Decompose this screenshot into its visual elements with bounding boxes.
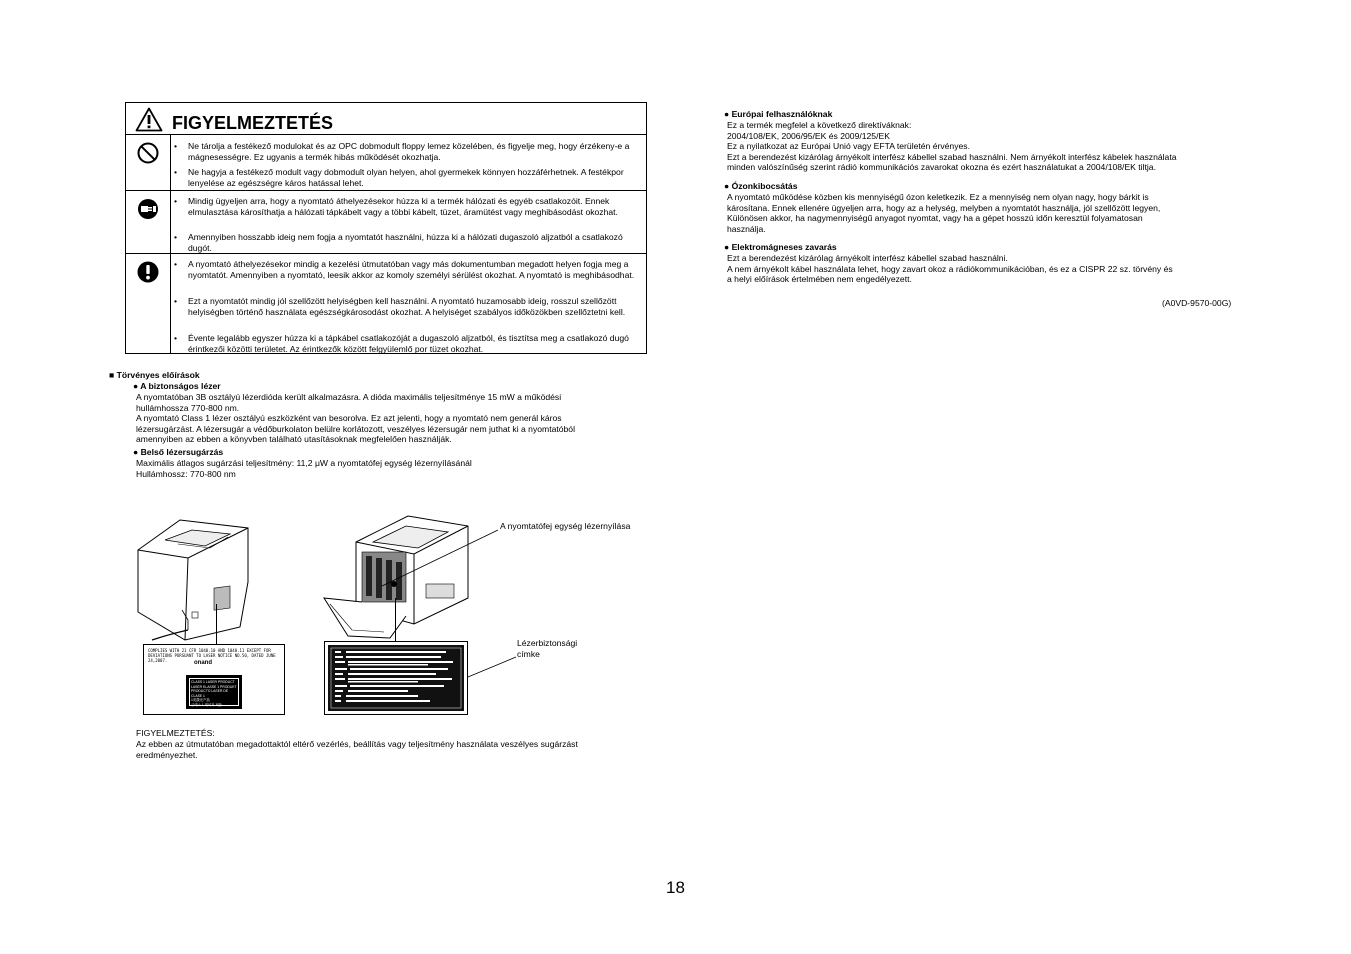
warning-section-storage [126, 135, 646, 191]
warning-item: • Mindig ügyeljen arra, hogy a nyomtató áthelyezésekor húzza ki a termék hálózati és egyéb csatlakozóit. Ennek elmulasztása károsíthatja a hálózati tápkábelt vagy a többi kábelt, tüzet, áramütést vagy meghibásodást okozhat. [174, 196, 618, 217]
laser-safety-label [324, 641, 468, 715]
unplug-icon [136, 197, 160, 221]
emi-text: Ezt a berendezést kizárólag árnyékolt interfész kábellel szabad használni. A nem árnyékolt kábel használata lehet, hogy zavart okoz a rádiókommunikációban, és ez a CISPR 22 sz. törvény és a helyi előírások értelmében nem engedélyezett. [727, 253, 1173, 285]
eu-users-title: ● Európai felhasználóknak [724, 109, 833, 119]
exclamation-icon [136, 260, 160, 284]
leader-line [216, 604, 217, 644]
laser-warning-plate [328, 645, 464, 711]
page-number: 18 [666, 878, 685, 897]
callout-aperture-text: A nyomtatófej egység lézernyílása [500, 521, 631, 531]
internal-laser-text: Maximális átlagos sugárzási teljesítmény: 11,2 μW a nyomtatófej egység lézernyílásánál Hullámhossz: 770-800 nm [136, 458, 472, 479]
compliance-label [143, 644, 285, 715]
callout-label-text: Lézerbiztonsági címke [517, 638, 578, 659]
callout-line-aperture [380, 528, 500, 588]
warning-section-handling [126, 254, 646, 355]
internal-laser-title: ● Belső lézersugárzás [133, 447, 224, 457]
warning-item: • Amennyiben hosszabb ideig nem fogja a nyomtatót használni, húzza ki a hálózati dugaszoló aljzatból a csatlakozó dugót. [174, 232, 623, 253]
warning-box [125, 102, 647, 354]
callout-line-label [466, 655, 518, 679]
warning-item: • Évente legalább egyszer húzza ki a tápkábel csatlakozóját a dugaszoló aljzatból, és tisztítsa meg a csatlakozó dugó érintkezői közötti területet. Az érintkezők között felgyülemlő por tüzet okozhat. [174, 333, 629, 354]
emi-title: ● Elektromágneses zavarás [724, 242, 837, 252]
laser-safety-title: ● A biztonságos lézer [133, 381, 221, 391]
prohibition-icon [136, 141, 160, 165]
laser-class-label: CLASS 1 LASER PRODUCT LASER KLASSE 1 PRODUKT PRODUCTO LASER DE CLASE 1 1类激光产品 클래스 1 레이저 제품 [186, 675, 242, 709]
caution-title: FIGYELMEZTETÉS: [136, 728, 215, 738]
warning-item: • Ezt a nyomtatót mindig jól szellőzött helyiségben kell használni. A nyomtató huzamosabb ideig, rosszul szellőzött helyiségben történő használata egészségkárosodást okozhat. A helyiséget szabályos időközökben szellőztetni kell. [174, 296, 626, 317]
warning-item: • Ne tárolja a festékező modulokat és az OPC dobmodult floppy lemez közelében, és figyelje meg, hogy érzékeny-e a mágnesességre. Ez ugyanis a termék hibás működését okozhatja. [174, 141, 630, 162]
document-code: (A0VD-9570-00G) [1162, 298, 1232, 308]
printer-back-illustration [130, 512, 255, 642]
leader-line [395, 598, 396, 642]
eu-users-text: Ez a termék megfelel a következő direktíváknak: 2004/108/EK, 2006/95/EK és 2009/125/EK Ez a nyilatkozat az Európai Unió vagy EFTA területén érvényes. Ezt a berendezést kizárólag árnyékolt interfész kábellel szabad használni. Nem árnyékolt interfész kábelek használata minden valószínűség szerint rádió kommunikációs zavarokat okozna és ezért használatukat a 2004/108/EK tiltja. [727, 120, 1177, 173]
warning-header [126, 103, 646, 135]
warning-item: • Ne hagyja a festékező modult vagy dobmodult olyan helyen, ahol gyermekek könnyen hozzáférhetnek. A festékpor lenyelése az egészségre káros hatással lehet. [174, 167, 624, 188]
caution-text: Az ebben az útmutatóban megadottaktól eltérő vezérlés, beállítás vagy teljesítmény használata veszélyes sugárzást eredményezhet. [136, 739, 578, 760]
laser-safety-text: A nyomtatóban 3B osztályú lézerdióda került alkalmazásra. A dióda maximális teljesítménye 15 mW a működési hullámhossza 770-800 nm. A nyomtató Class 1 lézer osztályú eszközként van besorolva. Ez azt jelenti, hogy a nyomtató nem generál káros lézersugárzást. A lézersugár a védőburkolaton belülre korlátozott, veszélyes lézersugár nem juthat ki a nyomtatóból amennyiben az ebben a könyvben található utasításoknak megfelelően használják. [136, 392, 575, 445]
warning-triangle-icon [135, 107, 163, 132]
warning-item: • A nyomtató áthelyezésekor mindig a kezelési útmutatóban vagy más dokumentumban megadott helyen fogja meg a nyomtatót. Amennyiben a nyomtató, leesik akkor az komoly személyi sérülést okozhat. A nyomtató is meghibásodhat. [174, 259, 635, 280]
label-brand: onand [194, 660, 212, 666]
warning-section-unplug [126, 191, 646, 254]
legal-heading: ■ Törvényes előírások [109, 370, 200, 380]
ozone-text: A nyomtató működése közben kis mennyiségű ózon keletkezik. Ez a mennyiség nem olyan nagy, hogy bárkit is károsítana. Ennek ellenére ügyeljen arra, hogy az a helység, melyben a nyomtatót használja, jól szellőzött legyen, Különösen akkor, ha nagymennyiségű anyagot nyomtat, vagy ha a gépet hosszú időn keresztül folyamatosan használja. [727, 192, 1161, 234]
warning-title: FIGYELMEZTETÉS [172, 113, 334, 133]
compliance-text: COMPLIES WITH 21 CFR 1040.10 AND 1040.11 EXCEPT FOR DEVIATIONS PURSUANT TO LASER NOTICE NO.50, DATED JUNE 24,2007. [148, 648, 276, 663]
ozone-title: ● Ózonkibocsátás [724, 181, 798, 191]
